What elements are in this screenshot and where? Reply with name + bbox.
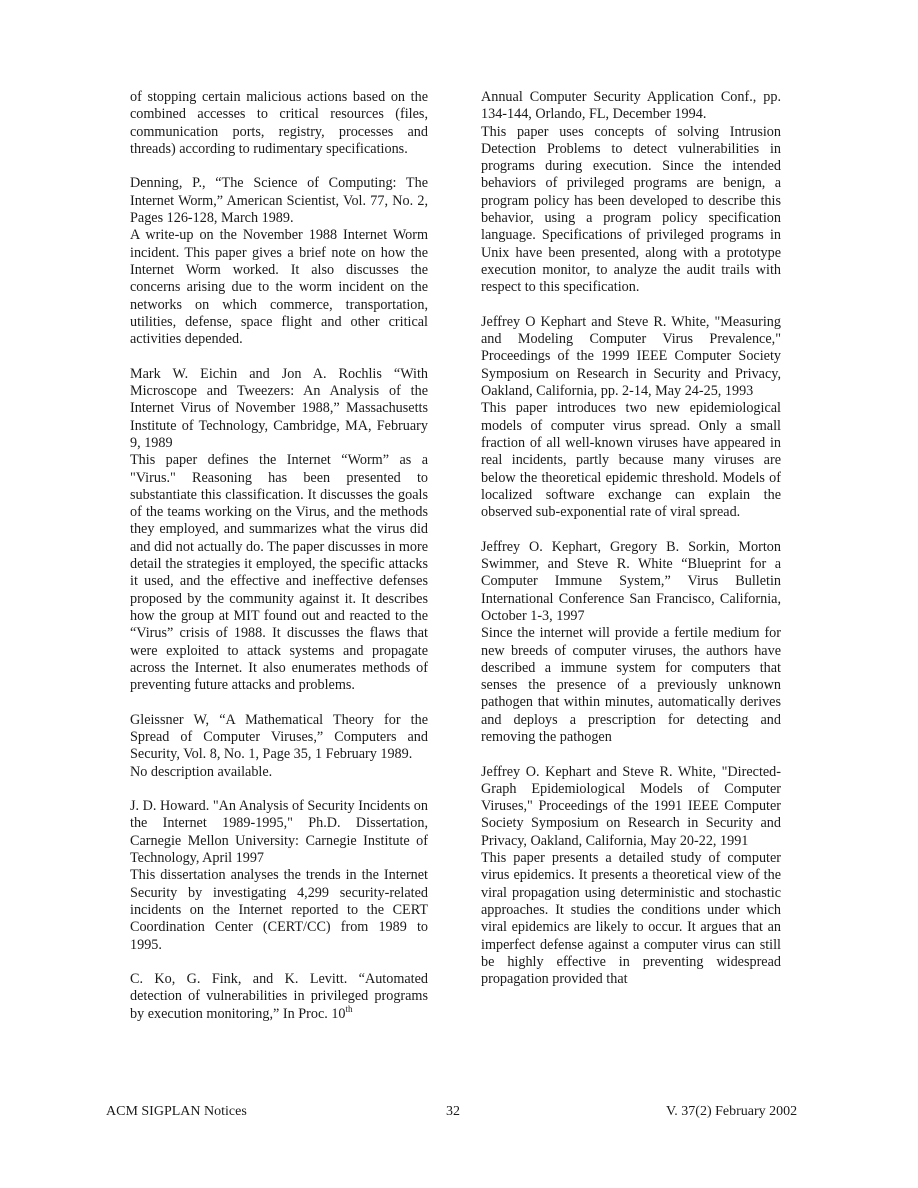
left-column (130, 89, 428, 1040)
reference-citation: Denning, P., “The Science of Computing: The Internet Worm,” American Scientist, Vol. 77, No. 2, Pages 126-128, March 1989. (130, 175, 428, 227)
fragment-entry (130, 89, 428, 158)
reference-citation: Annual Computer Security Application Conf., pp. 134-144, Orlando, FL, December 1994. (481, 89, 781, 123)
reference-description: Since the internet will provide a fertile medium for new breeds of computer viruses, the authors have described a immune system for computers that senses the presence of a previously unknown pathogen that within minutes, automatically derives and deploys a prescription for detecting and removing the pathogen (481, 625, 781, 745)
reference-citation: J. D. Howard. "An Analysis of Security Incidents on the Internet 1989-1995," Ph.D. Dissertation, Carnegie Mellon University: Carnegie Institute of Technology, April 1997 (130, 798, 428, 867)
reference-entry (130, 971, 428, 1023)
reference-citation: Jeffrey O. Kephart, Gregory B. Sorkin, Morton Swimmer, and Steve R. White “Blueprint for a Computer Immune System,” Virus Bulletin International Conference San Francisco, California, October 1-3, 1997 (481, 538, 781, 624)
reference-description: This paper uses concepts of solving Intrusion Detection Problems to detect vulnerabilities in programs during execution. Since the intended behaviors of privileged programs are benign, a program policy has been developed to describe this behavior, using a program policy specification language. Specifications of privileged programs in Unix have been presented, along with a prototype execution monitor, to analyze the audit trails with respect to this specification. (481, 123, 781, 296)
reference-entry (481, 539, 781, 747)
reference-citation: Jeffrey O Kephart and Steve R. White, "Measuring and Modeling Computer Virus Prevalence," Proceedings of the 1999 IEEE Computer Society Symposium on Research in Security and Privacy, Oakland, California, pp. 2-14, May 24-25, 1993 (481, 313, 781, 400)
reference-citation: Gleissner W, “A Mathematical Theory for the Spread of Computer Viruses,” Computers and Security, Vol. 8, No. 1, Page 35, 1 February 1989. (130, 711, 428, 763)
reference-citation: Jeffrey O. Kephart and Steve R. White, "Directed-Graph Epidemiological Models of Computer Viruses," Proceedings of the 1991 IEEE Computer Society Symposium on Research in Security and Privacy, Oakland, California, May 20-22, 1991 (481, 763, 781, 849)
journal-name: ACM SIGPLAN Notices (106, 1104, 247, 1119)
reference-entry (481, 314, 781, 522)
reference-entry (130, 712, 428, 781)
reference-description: This dissertation analyses the trends in the Internet Security by investigating 4,299 security-related incidents on the Internet reported to the CERT Coordination Center (CERT/CC) from 1989 to 1995. (130, 867, 428, 953)
reference-description: This paper defines the Internet “Worm” as a "Virus." Reasoning has been presented to substantiate this classification. It discusses the goals of the teams working on the Virus, and the methods they employed, and summarizes what the virus did and did not actually do. The paper discusses in more detail the strategies it employed, the specific attacks it used, and the effective and ineffective defenses proposed by the community against it. It describes how the group at MIT found out and reacted to the “Virus” crisis of 1988. It discusses the flaws that were exploited to attack systems and propagate across the Internet. It also enumerates methods of preventing future attacks and problems. (130, 452, 428, 694)
reference-description: This paper introduces two new epidemiological models of computer virus spread. Only a small fraction of all well-known viruses have appeared in real incidents, partly because many viruses are below the theoretical epidemic threshold. Models of localized software exchange can explain the observed sub-exponential rate of viral spread. (481, 400, 781, 521)
reference-entry (481, 764, 781, 989)
right-column (481, 89, 781, 1006)
reference-citation: Mark W. Eichin and Jon A. Rochlis “With Microscope and Tweezers: An Analysis of the Internet Virus of November 1988,” Massachusetts Institute of Technology, Cambridge, MA, February 9, 1989 (130, 365, 428, 451)
reference-entry (130, 366, 428, 695)
page-number: 32 (446, 1104, 460, 1119)
reference-entry-continued (481, 89, 781, 297)
reference-citation-text: C. Ko, G. Fink, and K. Levitt. “Automated detection of vulnerabilities in privileged programs by execution monitoring,” In Proc. 10 (130, 971, 428, 1022)
ordinal-superscript: th (345, 1003, 353, 1014)
reference-entry (130, 175, 428, 348)
reference-description: This paper presents a detailed study of computer virus epidemics. It presents a theoretical view of the viral propagation using deterministic and stochastic approaches. It studies the conditions under which viral epidemics are likely to occur. It argues that an imperfect defense against a computer virus can still be highly effective in preventing widespread propagation provided that (481, 850, 781, 988)
reference-description: A write-up on the November 1988 Internet Worm incident. This paper gives a brief note on how the Internet Worm worked. It also discusses the concerns arising due to the worm incident on the networks on which commerce, transportation, utilities, defense, space flight and other critical activities depended. (130, 227, 428, 348)
reference-description: No description available. (130, 763, 273, 780)
volume-info: V. 37(2) February 2002 (666, 1104, 798, 1119)
reference-citation (130, 971, 428, 1023)
reference-entry (130, 798, 428, 954)
fragment-text: of stopping certain malicious actions based on the combined accesses to critical resources (files, communication ports, registry, processes and threads) according to rudimentary specifications. (130, 89, 428, 157)
